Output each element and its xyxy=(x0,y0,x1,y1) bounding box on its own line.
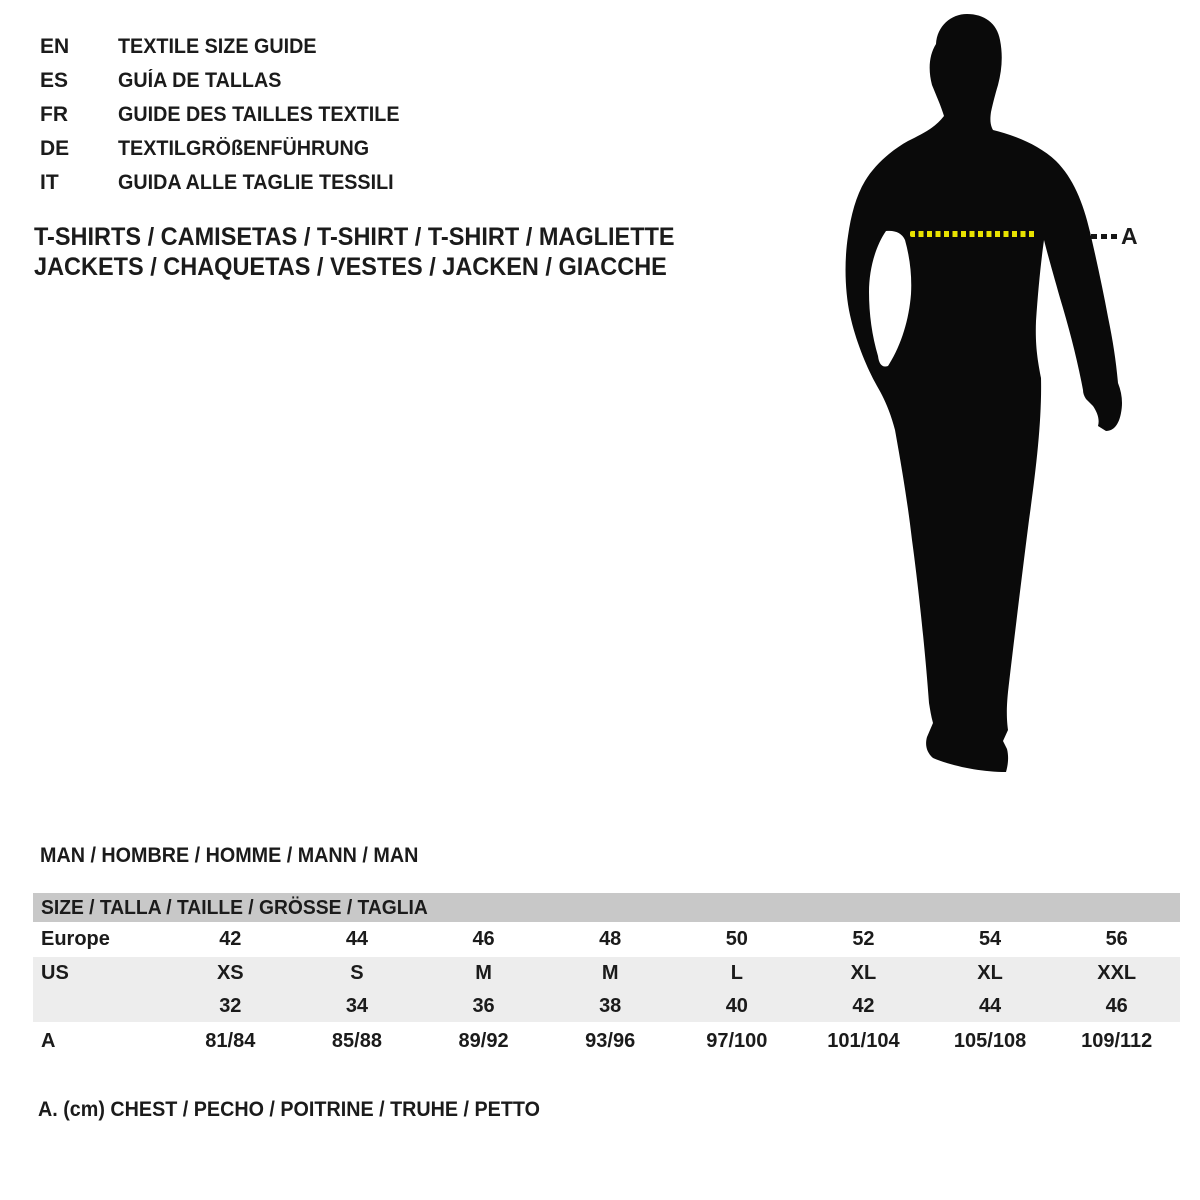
language-row xyxy=(40,30,417,64)
cell-value: 89/92 xyxy=(458,1029,509,1052)
size-table-header: SIZE / TALLA / TAILLE / GRÖSSE / TAGLIA xyxy=(33,893,1180,922)
size-table xyxy=(33,893,1180,1060)
cell-value: 44 xyxy=(978,994,1002,1017)
language-code: ES xyxy=(40,69,69,92)
cell-value: 50 xyxy=(725,928,748,950)
row-label: Europe xyxy=(41,928,110,950)
cell-value: 32 xyxy=(219,994,242,1017)
footnote-chest: A. (cm) CHEST / PECHO / POITRINE / TRUHE / PETTO xyxy=(38,1098,540,1121)
table-row-chest-a xyxy=(33,1022,1180,1060)
language-code: EN xyxy=(40,35,70,58)
language-row xyxy=(40,166,417,200)
table-row-us-numeric xyxy=(33,990,1180,1022)
cell-value: 40 xyxy=(725,994,748,1017)
table-row-europe xyxy=(33,922,1180,957)
cell-value: 54 xyxy=(978,928,1002,950)
language-code: IT xyxy=(40,171,59,194)
measure-label-a: A xyxy=(1121,223,1138,249)
language-row xyxy=(40,64,417,98)
language-code: DE xyxy=(40,137,70,160)
cell-value: L xyxy=(730,962,743,984)
cell-value: 105/108 xyxy=(953,1029,1027,1052)
measure-leader-dashes xyxy=(1091,234,1118,239)
cell-value: 42 xyxy=(219,928,242,950)
cell-value: M xyxy=(475,962,492,984)
cell-value: 52 xyxy=(852,928,875,950)
guide-title-es: GUÍA DE TALLAS xyxy=(118,69,282,92)
cell-value: 48 xyxy=(599,928,622,950)
man-silhouette-figure xyxy=(840,0,1140,780)
cell-value: 44 xyxy=(345,928,369,950)
language-row xyxy=(40,98,417,132)
guide-title-en: TEXTILE SIZE GUIDE xyxy=(118,35,317,58)
cell-value: XS xyxy=(216,962,244,984)
cell-value: 93/96 xyxy=(585,1029,636,1052)
cell-value: 46 xyxy=(472,928,495,950)
category-line-1: T-SHIRTS / CAMISETAS / T-SHIRT / T-SHIRT / MAGLIETTE xyxy=(34,223,675,251)
cell-value: 42 xyxy=(852,994,875,1017)
guide-title-de: TEXTILGRÖßENFÜHRUNG xyxy=(118,137,370,160)
table-band xyxy=(33,957,1180,1022)
row-label: A xyxy=(41,1029,56,1052)
cell-value: XL xyxy=(977,962,1003,984)
cell-value: 46 xyxy=(1105,994,1128,1017)
cell-value: 109/112 xyxy=(1081,1029,1153,1052)
cell-value: 81/84 xyxy=(205,1029,256,1052)
cell-value: XL xyxy=(850,962,877,984)
cell-value: 36 xyxy=(472,994,495,1017)
man-silhouette-image xyxy=(840,0,1130,775)
section-title-man: MAN / HOMBRE / HOMME / MANN / MAN xyxy=(40,844,419,867)
cell-value: 85/88 xyxy=(331,1029,382,1052)
language-row xyxy=(40,132,417,166)
chest-measure-dotted-line xyxy=(910,231,1037,237)
table-row-us xyxy=(33,957,1180,990)
cell-value: 101/104 xyxy=(827,1029,900,1052)
guide-title-fr: GUIDE DES TAILLES TEXTILE xyxy=(118,103,400,126)
language-guide-list xyxy=(40,30,417,200)
row-label: US xyxy=(41,962,69,984)
cell-value: 38 xyxy=(599,994,622,1017)
language-code: FR xyxy=(40,103,68,126)
guide-title-it: GUIDA ALLE TAGLIE TESSILI xyxy=(118,171,394,194)
cell-value: 56 xyxy=(1105,928,1128,950)
cell-value: M xyxy=(601,962,619,984)
category-heading xyxy=(34,222,715,282)
cell-value: 97/100 xyxy=(706,1029,768,1052)
cell-value: 34 xyxy=(345,994,369,1017)
cell-value: S xyxy=(350,962,364,984)
category-line-2: JACKETS / CHAQUETAS / VESTES / JACKEN / GIACCHE xyxy=(34,253,667,281)
cell-value: XXL xyxy=(1097,962,1137,984)
